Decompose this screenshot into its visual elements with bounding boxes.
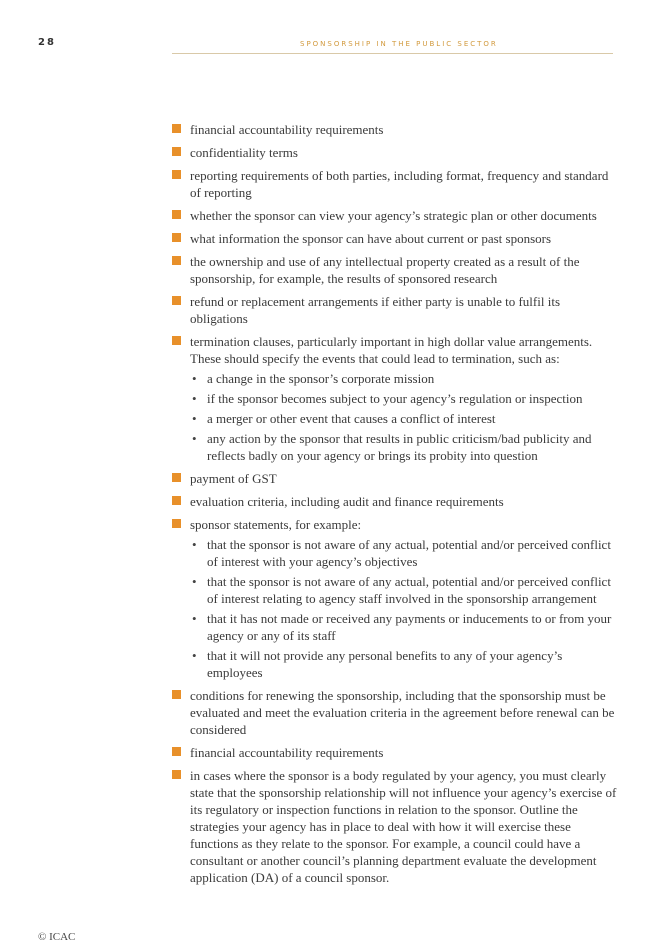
sub-list-item-text: that it has not made or received any payments or inducements to or from your agency or any of its staff (207, 611, 612, 643)
list-item (172, 767, 617, 886)
footer-copyright: © ICAC (38, 931, 76, 943)
square-bullet-icon (172, 233, 181, 242)
square-bullet-icon (172, 496, 181, 505)
sub-list-item-text: that the sponsor is not aware of any actual, potential and/or perceived conflict of interest with your agency’s objectives (207, 537, 611, 569)
sub-list-item-text: that it will not provide any personal benefits to any of your agency’s employees (207, 648, 563, 680)
list-item (172, 687, 617, 738)
list-item-text: whether the sponsor can view your agency’s strategic plan or other documents (190, 208, 597, 223)
requirements-list (172, 121, 617, 892)
sub-list (190, 370, 617, 464)
dot-bullet-icon: • (192, 574, 197, 589)
list-item (172, 470, 617, 487)
list-item-text: refund or replacement arrangements if either party is unable to fulfil its obligations (190, 294, 560, 326)
list-item-text: reporting requirements of both parties, including format, frequency and standard of reporting (190, 168, 609, 200)
sub-list-item (190, 573, 617, 607)
list-item-text: in cases where the sponsor is a body regulated by your agency, you must clearly state that the sponsorship relationship will not influence your agency’s exercise of its regulatory or inspection functions in relation to the sponsor. Outline the strategies your agency has in place to deal with how it will exercise these functions as they relate to the sponsor. For example, a council could have a consultant or another council’s planning department evaluate the development application (DA) of a council sponsor. (190, 768, 617, 885)
sub-list-item-text: that the sponsor is not aware of any actual, potential and/or perceived conflict of interest relating to agency staff involved in the sponsorship arrangement (207, 574, 611, 606)
list-item (172, 744, 617, 761)
square-bullet-icon (172, 690, 181, 699)
dot-bullet-icon: • (192, 371, 197, 386)
square-bullet-icon (172, 336, 181, 345)
list-item-text: evaluation criteria, including audit and finance requirements (190, 494, 504, 509)
list-item (172, 207, 617, 224)
sub-list-item (190, 390, 617, 407)
sub-list-item (190, 410, 617, 427)
sub-list (190, 536, 617, 681)
square-bullet-icon (172, 519, 181, 528)
list-item (172, 253, 617, 287)
list-item-text: confidentiality terms (190, 145, 298, 160)
square-bullet-icon (172, 124, 181, 133)
header-rule (172, 53, 613, 54)
list-item (172, 333, 617, 464)
sub-list-item (190, 647, 617, 681)
square-bullet-icon (172, 256, 181, 265)
list-item (172, 167, 617, 201)
list-item-text: financial accountability requirements (190, 745, 384, 760)
dot-bullet-icon: • (192, 648, 197, 663)
dot-bullet-icon: • (192, 611, 197, 626)
list-item-text: the ownership and use of any intellectual property created as a result of the sponsorship, for example, the results of sponsored research (190, 254, 580, 286)
square-bullet-icon (172, 210, 181, 219)
running-head: SPONSORSHIP IN THE PUBLIC SECTOR (300, 40, 498, 48)
dot-bullet-icon: • (192, 411, 197, 426)
square-bullet-icon (172, 770, 181, 779)
square-bullet-icon (172, 147, 181, 156)
dot-bullet-icon: • (192, 391, 197, 406)
sub-list-item (190, 370, 617, 387)
sub-list-item-text: a change in the sponsor’s corporate mission (207, 371, 435, 386)
list-item-text: sponsor statements, for example: (190, 517, 362, 532)
list-item-text: financial accountability requirements (190, 122, 384, 137)
square-bullet-icon (172, 747, 181, 756)
sub-list-item (190, 536, 617, 570)
sub-list-item-text: if the sponsor becomes subject to your agency’s regulation or inspection (207, 391, 583, 406)
square-bullet-icon (172, 296, 181, 305)
list-item-text: termination clauses, particularly important in high dollar value arrangements. These should specify the events that could lead to termination, such as: (190, 334, 593, 366)
list-item-text: what information the sponsor can have about current or past sponsors (190, 231, 552, 246)
list-item-text: conditions for renewing the sponsorship, including that the sponsorship must be evaluated and meet the evaluation criteria in the agreement before renewal can be considered (190, 688, 615, 737)
dot-bullet-icon: • (192, 537, 197, 552)
list-item (172, 516, 617, 681)
list-item (172, 493, 617, 510)
list-item-text: payment of GST (190, 471, 277, 486)
page-number: 28 (38, 37, 56, 48)
list-item (172, 121, 617, 138)
sub-list-item-text: a merger or other event that causes a conflict of interest (207, 411, 496, 426)
sub-list-item-text: any action by the sponsor that results in public criticism/bad publicity and reflects badly on your agency or brings its probity into question (207, 431, 592, 463)
sub-list-item (190, 430, 617, 464)
square-bullet-icon (172, 170, 181, 179)
list-item (172, 293, 617, 327)
list-item (172, 230, 617, 247)
sub-list-item (190, 610, 617, 644)
dot-bullet-icon: • (192, 431, 197, 446)
square-bullet-icon (172, 473, 181, 482)
list-item (172, 144, 617, 161)
